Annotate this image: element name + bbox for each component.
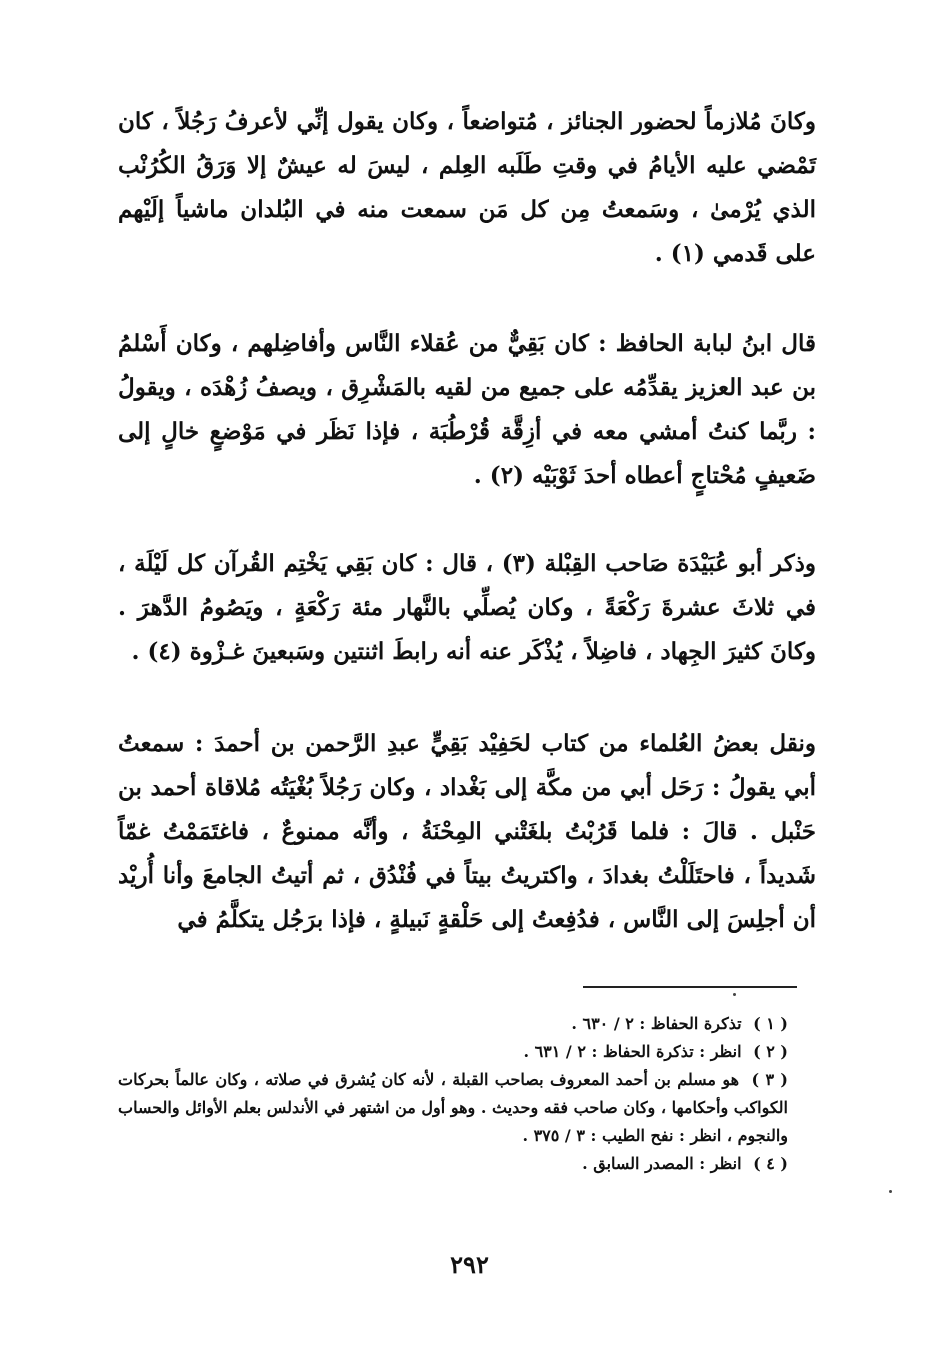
main-text-paragraph-3 bbox=[118, 542, 816, 674]
paragraph-text: قال ابنُ لبابة الحافظ : كان بَقِيٌّ من عُقلاء النَّاس وأفاضِلهم ، وكان أَسْلمُ بن عبد العزيز يقدِّمُه على جميع من لقيه بالمَشْرِق ، ويصفُ زُهْدَه ، ويقولُ : ربَّما كنتُ أمشي معه في أزِقَّة قُرْطُبَة ، فإذا نَظَر في مَوْضعٍ خالٍ إلى ضَعيفٍ مُحْتاجٍ أعطاه أحدَ ثَوْبَيْه (٢) . bbox=[118, 330, 816, 489]
footnote-4 bbox=[118, 1150, 788, 1178]
scan-speck bbox=[889, 1190, 892, 1193]
footnote-divider bbox=[583, 986, 797, 988]
paragraph-text: ونقل بعضُ العُلماء من كتاب لحَفِيْد بَقِيٍّ عبدِ الرَّحمن بن أحمدَ : سمعتُ أبي يقولُ : رَحَل أبي من مكَّة إلى بَغْداد ، وكان رَجُلاً بُغْيَتُه مُلاقاة أحمد بن حَنْبل . قالَ : فلما قَرُبْتُ بلغَتْني المِحْنَةُ ، وأنَّه ممنوعٌ ، فاغتَمَمْتُ غمّاً شَديداً ، فاحتَلَلْتُ بغدادَ ، واكتريتُ بيتاً في فُنْدُق ، ثم أتيتُ الجامعَ وأنا أُريْد أن أجلِسَ إلى النَّاس ، فدُفِعتُ إلى حَلْقةٍ نَبيلةٍ ، فإذا برَجُل يتكلَّمُ في bbox=[118, 730, 816, 933]
footnote-text: انظر : المصدر السابق . bbox=[582, 1154, 742, 1173]
scan-speck bbox=[733, 993, 736, 996]
footnote-number: ( ٤ ) bbox=[753, 1154, 788, 1173]
paragraph-text: وذكر أبو عُبَيْدَة صَاحب القِبْلة (٣) ، قال : كان بَقِي يَخْتِم القُرآن كل لَيْلَة ، في ثلاثَ عشرةَ رَكْعَةً ، وكان يُصلِّي بالنَّهار مئة رَكْعَةٍ ، ويَصُومُ الدَّهرَ . وكانَ كثيرَ الجِهاد ، فاضِلاً ، يُذْكَر عنه أنه رابطَ اثنتين وسَبعينَ غـزْوة (٤) . bbox=[118, 550, 816, 665]
main-text-paragraph-4 bbox=[118, 722, 816, 942]
footnote-text: تذكرة الحفاظ : ٢ / ٦٣٠ . bbox=[571, 1014, 742, 1033]
footnote-number: ( ٣ ) bbox=[751, 1070, 789, 1089]
main-text-paragraph-1 bbox=[118, 100, 816, 276]
paragraph-text: وكانَ مُلازماً لحضور الجنائز ، مُتواضعاً ، وكان يقول إنِّي لأعرفُ رَجُلاً ، كان تَمْضي عليه الأيامُ في وقتِ طَلَبه العِلم ، ليسَ له عيشٌ إلا وَرَقُ الكُرُنْب الذي يُرْمىٰ ، وسَمعتُ مِن كل مَن سمعت منه في البُلدان ماشياً إلَيْهم على قَدمي (١) . bbox=[118, 108, 816, 267]
footnote-text: انظر : تذكرة الحفاظ : ٢ / ٦٣١ . bbox=[523, 1042, 742, 1061]
footnotes-section bbox=[118, 1010, 788, 1178]
footnote-2 bbox=[118, 1038, 788, 1066]
footnote-text: هو مسلم بن أحمد المعروف بصاحب القبلة ، لأنه كان يُشرق في صلاته ، وكان عالماً بحركات الكواكب وأحكامها ، وكان صاحب فقه وحديث . وهو أول من اشتهر في الأندلس بعلم الأوائل والحساب والنجوم ، انظر : نفح الطيب : ٣ / ٣٧٥ . bbox=[118, 1070, 788, 1145]
footnote-number: ( ٢ ) bbox=[753, 1042, 788, 1061]
main-text-paragraph-2 bbox=[118, 322, 816, 498]
footnote-1 bbox=[118, 1010, 788, 1038]
page-number: ٢٩٢ bbox=[450, 1250, 489, 1279]
footnote-3 bbox=[118, 1066, 788, 1150]
footnote-number: ( ١ ) bbox=[753, 1014, 788, 1033]
